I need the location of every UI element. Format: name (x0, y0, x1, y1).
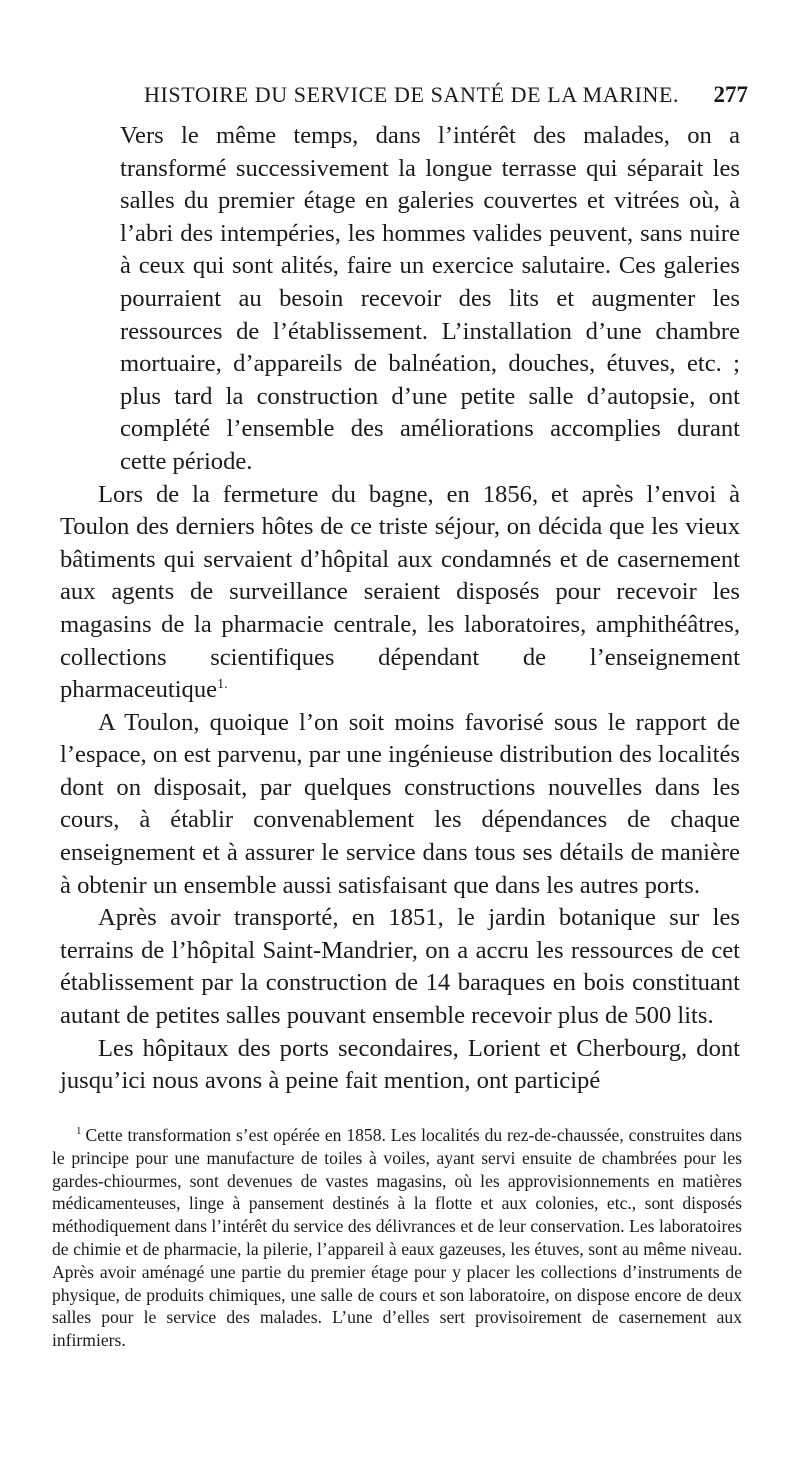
paragraph-1: Vers le même temps, dans l’intérêt des malades, on a transformé successivement la longue terrasse qui séparait les salles du premier étage en galeries couvertes et vitrées où, à l’abri des intempéries, les hommes valides peuvent, sans nuire à ceux qui sont alités, faire un exercice salutaire. Ces galeries pourraient au besoin recevoir des lits et augmenter les ressources de l’établissement. L’installation d’une chambre mortuaire, d’appareils de balnéation, douches, étuves, etc. ; plus tard la construction d’une petite salle d’autopsie, ont complété l’ensemble des améliorations accomplies durant cette période. (120, 122, 740, 475)
footnote-mark: 1 (76, 1125, 82, 1138)
footnote (52, 1124, 742, 1352)
page-number: 277 (713, 82, 748, 107)
footnote-text: Cette transformation s’est opérée en 1858. Les localités du rez-de-chaussée, construites dans le principe pour une manufacture de toiles à voiles, ayant servi ensuite de chambrées pour les gardes-chiourmes, sont devenues de vastes magasins, où les approvisionnements en matières médicamenteuses, linge à pansement destinés à la flotte et aux colonies, etc., sont disposés méthodiquement dans l’intérêt du service des délivrances et de leur conservation. Les laboratoires de chimie et de pharmacie, la pilerie, l’appareil à eaux gazeuses, les étuves, sont au même niveau. Après avoir aménagé une partie du premier étage pour y placer les collections d’instruments de physique, de produits chimiques, une salle de cours et son laboratoire, on dispose encore de deux salles pour le service des malades. L’une d’elles sert provisoirement de casernement aux infirmiers. (52, 1125, 742, 1351)
paragraph-2 (60, 479, 740, 707)
paragraph-3: A Toulon, quoique l’on soit moins favorisé sous le rapport de l’espace, on est parvenu, par une ingénieuse distribution des localités dont on disposait, par quelques constructions nouvelles dans les cours, à établir convenablement les dépendances de chaque enseignement et à assurer le service dans tous ses détails de manière à obtenir un ensemble aussi satisfaisant que dans les autres ports. (60, 708, 740, 899)
main-text (60, 120, 740, 1098)
page-header (138, 80, 748, 120)
paragraph-5: Les hôpitaux des ports secondaires, Lorient et Cherbourg, dont jusqu’ici nous avons à peine fait mention, ont participé (60, 1034, 740, 1095)
paragraph-4: Après avoir transporté, en 1851, le jardin botanique sur les terrains de l’hôpital Saint-Mandrier, on a accru les ressources de cet établissement par la construction de 14 baraques en bois constituant autant de petites salles pouvant ensemble recevoir plus de 500 lits. (60, 904, 740, 1030)
running-title: HISTOIRE DU SERVICE DE SANTÉ DE LA MARINE. (144, 82, 680, 107)
paragraph-2-text: Lors de la fermeture du bagne, en 1856, et après l’envoi à Toulon des derniers hôtes de ce triste séjour, on décida que les vieux bâtiments qui servaient d’hôpital aux condamnés et de casernement aux agents de surveillance seraient disposés pour recevoir les magasins de la pharmacie centrale, les laboratoires, amphithéâtres, collections scientifiques dépendant de l’enseignement pharmaceutique (60, 480, 740, 704)
footnote-reference: 1. (217, 676, 228, 692)
